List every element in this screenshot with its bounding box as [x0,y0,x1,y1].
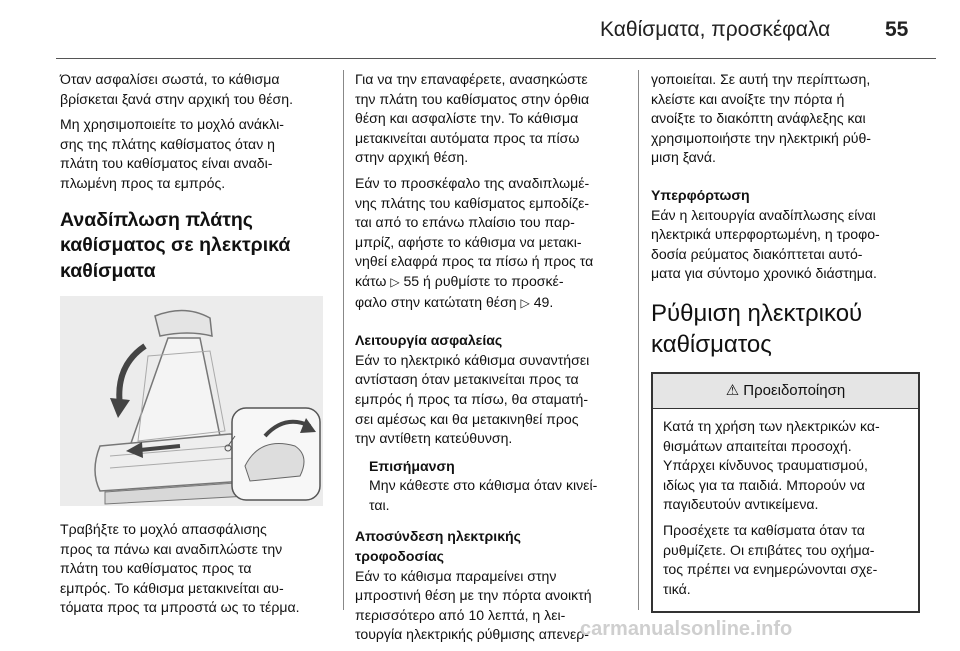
column-2 [355,70,637,651]
section-heading: Ρύθμιση ηλεκτρικού καθίσματος [651,299,863,358]
paragraph: Εάν η λειτουργία αναδίπλωσης είναι ηλεκτρικά υπερφορτωμένη, η τροφο- δοσία ρεύματος διακόπτεται αυτό- ματα για σύντομο χρονικό διάστημα. [651,206,880,282]
page-reference-icon: ▷ [390,274,400,289]
paragraph: Εάν το κάθισμα παραμείνει στην μπροστινή θέση με την πόρτα ανοικτή περισσότερο από 10 λεπτά, η λει- τουργία ηλεκτρικής ρύθμισης απενερ- [355,567,592,643]
paragraph: Μη χρησιμοποιείτε το μοχλό ανάκλι- σης της πλάτης καθίσματος όταν η πλάτη του καθίσματος είναι αναδι- πλωμένη προς τα εμπρός. [60,116,284,191]
seat-illustration [60,296,323,506]
paragraph: γοποιείται. Σε αυτή την περίπτωση, κλείστε και ανοίξτε την πόρτα ή ανοίξτε το διακόπτη ανάφλεξης και χρησιμοποιήστε την ηλεκτρική ρύθ- μιση ξανά. [651,71,871,166]
warning-title: Προειδοποίηση [743,382,846,400]
warning-body: Κατά τη χρήση των ηλεκτρικών κα- θισμάτων απαιτείται προσοχή. Υπάρχει κίνδυνος τραυματισμού, ιδίως για τα παιδιά. Μπορούν να παγιδευτούν αντικείμενα. Προσέχετε τα καθίσματα όταν τα ρυθμίζετε. Οι επιβάτες του οχήμα- τος πρέπει να ενημερώνονται σχε- τικά. [663,417,880,597]
seat-drawing [60,296,323,506]
page-reference-icon: ▷ [520,295,530,310]
column-1 [60,70,338,624]
column-divider [343,70,344,610]
header-rule [56,58,936,59]
page-number: 55 [885,18,909,41]
paragraph: Για να την επαναφέρετε, ανασηκώστε την πλάτη του καθίσματος στην όρθια θέση και ασφαλίστε την. Το κάθισμα μετακινείται αυτόματα προς τα πίσω στην αρχική θέση. [355,71,590,166]
warning-triangle-icon: ⚠ [725,382,740,400]
subheading-safety: Λειτουργία ασφαλείας [355,332,503,349]
note: Επισήμανση Μην κάθεστε στο κάθισμα όταν κινεί- ται. [355,457,637,516]
note-heading: Επισήμανση [369,457,455,474]
warning-box [651,372,920,613]
watermark: carmanualsonline.info [580,618,793,640]
paragraph: Τραβήξτε το μοχλό απασφάλισης προς τα πάνω και αναδιπλώστε την πλάτη του καθίσματος προς τα εμπρός. Το κάθισμα μετακινείται αυ- τόματα προς τα μπροστά ως το τέρμα. [60,521,300,616]
paragraph: Εάν το προσκέφαλο της αναδιπλωμέ- νης πλάτης του καθίσματος εμποδίζε- ται από το επάνω πλαίσιο του παρ- μπρίζ, αφήστε το κάθισμα να μετακι- νηθεί ελαφρά προς τα πίσω ή προς τα κάτω ▷ 55 ή ρυθμίστε το προσκέ- φαλο στην κατώτατη θέση ▷ 49. [355,174,594,310]
header-title: Καθίσματα, προσκέφαλα [600,18,831,41]
section-heading: Αναδίπλωση πλάτης καθίσματος σε ηλεκτρικά καθίσματα [60,208,291,282]
subheading-overload: Υπερφόρτωση [651,186,750,203]
subheading-power-disconnect: Αποσύνδεση ηλεκτρικής τροφοδοσίας [355,528,521,565]
column-3 [651,70,931,613]
column-divider [638,70,639,610]
paragraph: Εάν το ηλεκτρικό κάθισμα συναντήσει αντίσταση όταν μετακινείται προς τα εμπρός ή προς τα πίσω, θα σταματή- σει αμέσως και θα μετακινηθεί προς την αντίθετη κατεύθυνση. [355,351,590,447]
warning-header [653,374,918,409]
paragraph: Όταν ασφαλίσει σωστά, το κάθισμα βρίσκεται ξανά στην αρχική του θέση. [60,71,294,107]
